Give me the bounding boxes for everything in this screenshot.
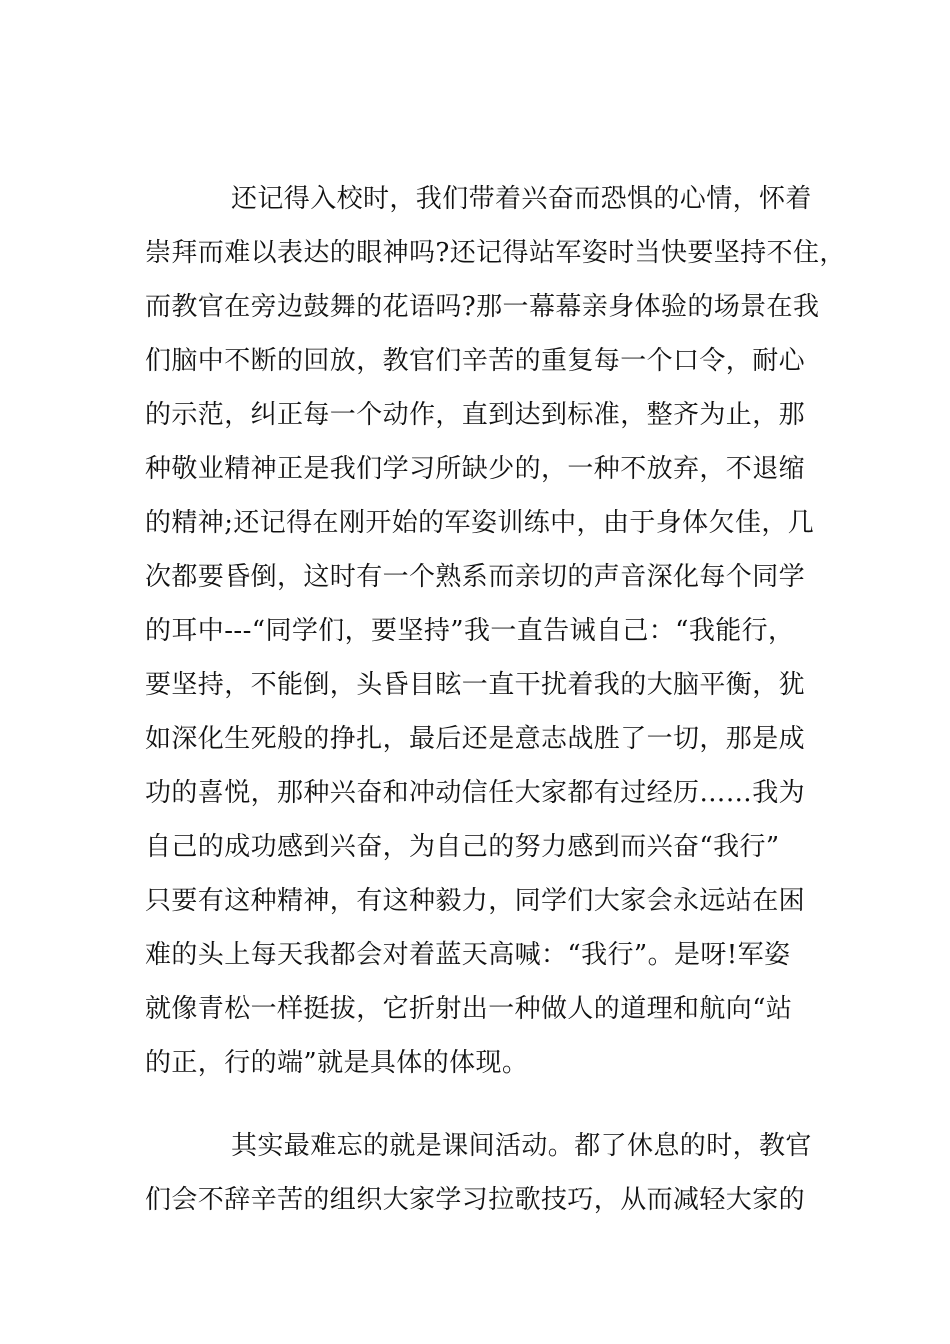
- paragraph-line: 只要有这种精神，有这种毅力，同学们大家会永远站在困: [145, 886, 806, 916]
- paragraph-line: 而教官在旁边鼓舞的花语吗?那一幕幕亲身体验的场景在我: [145, 292, 820, 322]
- paragraph-line: 如深化生死般的挣扎，最后还是意志战胜了一切，那是成: [145, 724, 806, 754]
- paragraph-line: 们会不辞辛苦的组织大家学习拉歌技巧，从而减轻大家的: [145, 1185, 806, 1215]
- paragraph-line: 次都要昏倒，这时有一个熟系而亲切的声音深化每个同学: [145, 562, 806, 592]
- paragraph-line: 崇拜而难以表达的眼神吗?还记得站军姿时当快要坚持不住，: [145, 238, 846, 268]
- paragraph-line: 难的头上每天我都会对着蓝天高喊：“我行”。是呀!军姿: [145, 940, 791, 970]
- paragraph-line: 就像青松一样挺拔，它折射出一种做人的道理和航向“站: [145, 994, 793, 1024]
- paragraph-line: 的正，行的端”就是具体的体现。: [145, 1048, 529, 1078]
- paragraph-line: 的耳中---“同学们，要坚持”我一直告诫自己：“我能行，: [145, 616, 795, 646]
- paragraph-line: 的示范，纠正每一个动作，直到达到标准，整齐为止，那: [145, 400, 806, 430]
- paragraph-line: 的精神;还记得在刚开始的军姿训练中，由于身体欠佳，几: [145, 508, 815, 538]
- paragraph-line: 还记得入校时，我们带着兴奋而恐惧的心情，怀着: [231, 184, 812, 214]
- paragraph-line: 种敬业精神正是我们学习所缺少的，一种不放弃，不退缩: [145, 454, 806, 484]
- paragraph-line: 功的喜悦，那种兴奋和冲动信任大家都有过经历……我为: [145, 778, 806, 808]
- paragraph-line: 们脑中不断的回放，教官们辛苦的重复每一个口令，耐心: [145, 346, 806, 376]
- paragraph-line: 其实最难忘的就是课间活动。都了休息的时，教官: [231, 1131, 812, 1161]
- paragraph-line: 自己的成功感到兴奋，为自己的努力感到而兴奋“我行”: [145, 832, 780, 862]
- paragraph-line: 要坚持，不能倒，头昏目眩一直干扰着我的大脑平衡，犹: [145, 670, 806, 700]
